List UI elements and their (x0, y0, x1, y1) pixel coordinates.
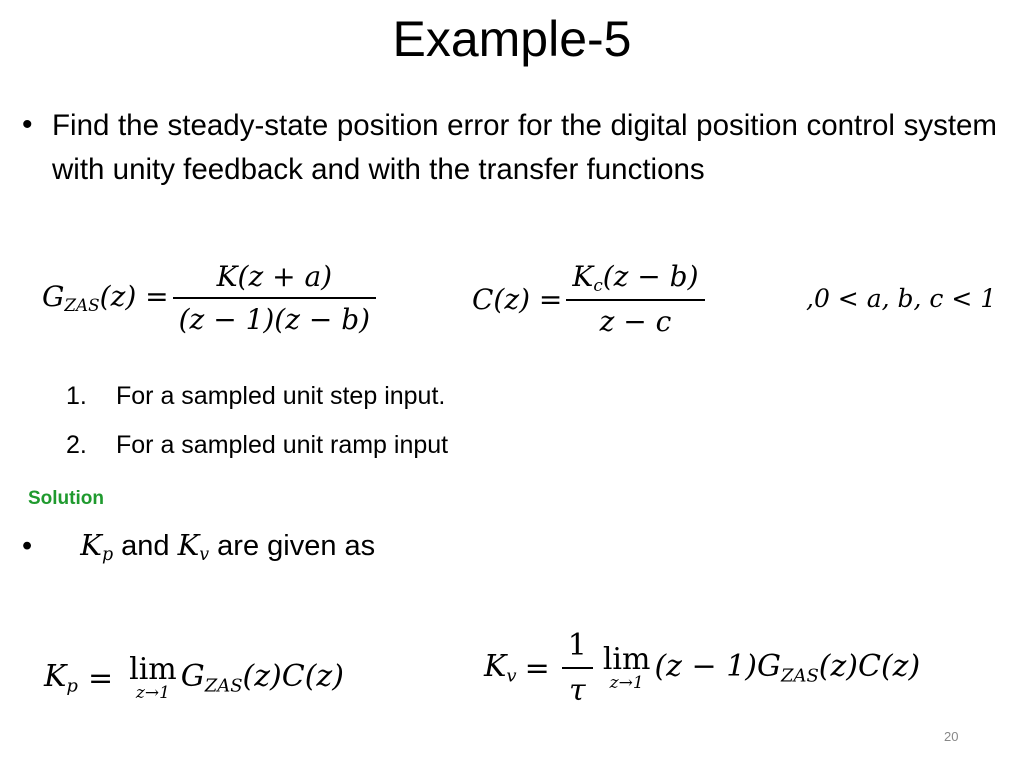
solution-label: Solution (28, 488, 104, 509)
kp-rhs: $G_{ZAS}(z)C(z)$ (180, 659, 344, 697)
cz-numerator: $K_c(z - b)$ (572, 260, 699, 296)
parameter-condition: ,0 < a, b, c < 1 (806, 284, 997, 313)
equation-gzas (42, 260, 380, 336)
equation-kv: $K_v$ = $\frac{1}{\tau}$ lim z→1 $(z - 1)G_{ZAS}(z)C(z)$ (484, 628, 921, 708)
gzas-numerator: K(z + a) (216, 260, 333, 293)
kv-lhs: $K_v$ (484, 649, 517, 687)
gzas-denominator: (z − 1)(z − b) (178, 303, 371, 336)
limit-operator: lim z→1 (602, 642, 651, 693)
equation-kp: $K_p$ = lim z→1 $G_{ZAS}(z)C(z)$ (44, 652, 344, 703)
kp-kv-bullet: • $K_p$ and $K_v$ are given as (22, 528, 376, 566)
equation-cz (472, 260, 709, 338)
kp-lhs: $K_p$ (44, 659, 78, 697)
bullet-marker: • (22, 108, 33, 141)
gzas-lhs: $G_{ZAS}(z)$ = (42, 280, 169, 316)
kv-rhs: $(z - 1)G_{ZAS}(z)C(z)$ (654, 649, 921, 687)
kv-fraction: $\frac{1}{\tau}$ (562, 628, 593, 708)
bullet-marker: • (22, 530, 33, 562)
cz-fraction (566, 260, 704, 338)
cz-lhs: C(z) = (472, 282, 563, 316)
kv-symbol: $K_v$ (177, 528, 210, 566)
gzas-fraction (173, 260, 376, 336)
list-item: 2. For a sampled unit ramp input (66, 431, 449, 459)
intro-text: Find the steady-state position error for the digital position control system with unity feedback and with the transfer functions (52, 109, 997, 186)
page-number: 20 (944, 729, 959, 744)
limit-operator: lim z→1 (129, 652, 177, 703)
slide-title: Example-5 (392, 11, 632, 67)
list-item: 1. For a sampled unit step input. (66, 382, 446, 410)
cz-denominator: z − c (599, 305, 672, 339)
kp-symbol: $K_p$ (80, 528, 114, 566)
